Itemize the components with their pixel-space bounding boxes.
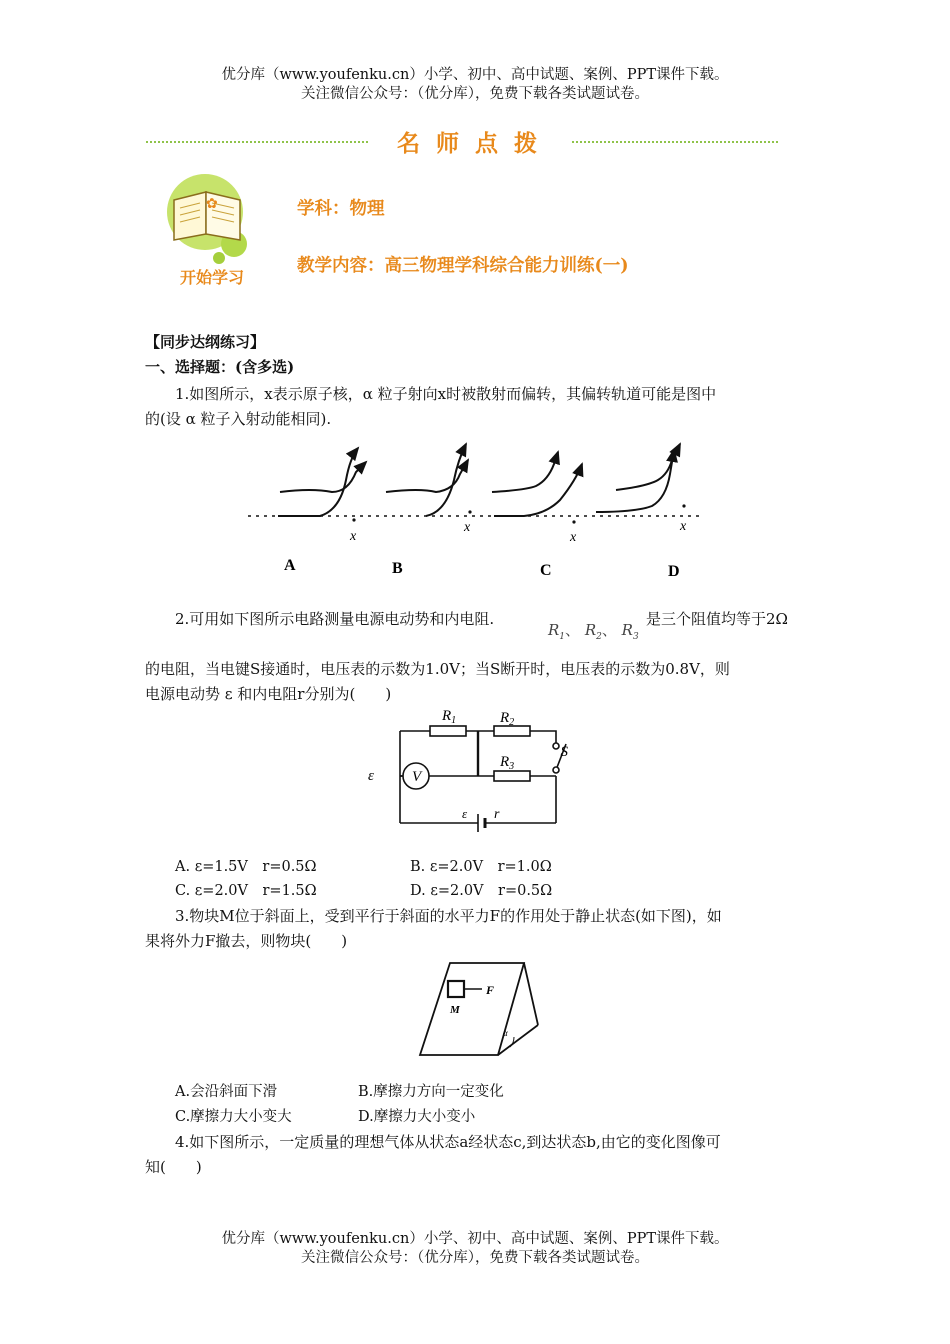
header-line-1: 优分库（www.youfenku.cn）小学、初中、高中试题、案例、PPT课件下载。 — [221, 67, 729, 83]
nucleus-c: x — [570, 530, 577, 545]
q1-text-line1: 1.如图所示，x表示原子核，α 粒子射向x时被散射而偏转，其偏转轨道可能是图中 — [175, 385, 717, 403]
q3-option-b[interactable]: B.摩擦力方向一定变化 — [358, 1084, 504, 1100]
q4-text-line1: 4.如下图所示，一定质量的理想气体从状态a经状态c,到达状态b,由它的变化图像可 — [175, 1133, 721, 1151]
q2-option-a[interactable]: A. ε=1.5V r=0.5Ω — [175, 859, 317, 875]
label-d: D — [668, 563, 680, 580]
force-label: F — [486, 983, 495, 997]
footer-line-1: 优分库（www.youfenku.cn）小学、初中、高中试题、案例、PPT课件下载。 — [221, 1231, 729, 1247]
start-learning-logo — [160, 170, 270, 290]
nucleus-a: x — [350, 529, 357, 544]
angle-label: α — [503, 1028, 508, 1038]
q2-text-line3: 电源电动势 ε 和内电阻r分别为( ) — [145, 685, 392, 703]
q1-scattering-figure — [240, 430, 710, 582]
block-label: M — [450, 1004, 460, 1016]
label-a: A — [284, 557, 296, 574]
label-b: B — [392, 560, 403, 577]
svg-text:✿: ✿ — [206, 197, 218, 212]
q3-option-d[interactable]: D.摩擦力大小变小 — [358, 1109, 476, 1125]
trajectory-a — [278, 448, 366, 574]
r1-label: $R_1$ — [442, 708, 457, 726]
q2-text-line1-tail: 是三个阻值均等于2Ω — [646, 610, 788, 628]
q3-option-a[interactable]: A.会沿斜面下滑 — [175, 1084, 278, 1100]
nucleus-d: x — [680, 519, 687, 534]
trajectory-b — [386, 444, 472, 577]
q4-text-line2: 知( ) — [145, 1158, 202, 1176]
footer-line-2: 关注微信公众号：（优分库），免费下载各类试题试卷。 — [301, 1250, 649, 1266]
q3-incline-figure — [410, 955, 550, 1065]
r3-label: $R_3$ — [500, 754, 515, 772]
header-line-2: 关注微信公众号：（优分库），免费下载各类试题试卷。 — [301, 86, 649, 102]
trajectory-d — [596, 444, 687, 580]
q3-option-c[interactable]: C.摩擦力大小变大 — [175, 1109, 292, 1125]
q3-text-line2: 果将外力F撤去，则物块( ) — [145, 932, 348, 950]
emf-label: ε — [368, 768, 374, 784]
emf-label-battery: ε — [462, 806, 468, 821]
teaching-content-label: 教学内容：高三物理学科综合能力训练(一) — [297, 256, 629, 276]
q2-circuit-diagram — [360, 700, 570, 840]
label-c: C — [540, 562, 552, 579]
voltmeter-label: V — [412, 769, 422, 785]
q2-text-line2: 的电阻，当电键S接通时，电压表的示数为1.0V；当S断开时，电压表的示数为0.8V，则 — [145, 660, 730, 678]
q2-option-b[interactable]: B. ε=2.0V r=1.0Ω — [410, 859, 552, 875]
banner-title: 名师点拨 — [397, 130, 553, 157]
subject-label: 学科：物理 — [297, 199, 385, 219]
r2-label: $R_2$ — [500, 710, 515, 728]
q1-text-line2: 的(设 α 粒子入射动能相同). — [145, 410, 332, 428]
q2-option-c[interactable]: C. ε=2.0V r=1.5Ω — [175, 883, 317, 899]
nucleus-b: x — [464, 520, 471, 535]
banner-divider-right — [572, 141, 778, 143]
internal-resistance-label: r — [494, 807, 500, 822]
switch-label: S — [560, 744, 568, 760]
logo-caption: 开始学习 — [180, 268, 245, 287]
section-title: 【同步达纲练习】 — [145, 333, 266, 351]
q2-text-line1: 2.可用如下图所示电路测量电源电动势和内电阻. — [175, 610, 495, 628]
q2-option-d[interactable]: D. ε=2.0V r=0.5Ω — [410, 883, 553, 899]
banner-divider-left — [146, 141, 368, 143]
resistor-symbols: $R_1$、 $R_2$、 $R_3$ — [548, 621, 639, 642]
section-subtitle: 一、选择题：(含多选) — [145, 358, 295, 376]
q3-text-line1: 3.物块M位于斜面上，受到平行于斜面的水平力F的作用处于静止状态(如下图)，如 — [175, 907, 722, 925]
